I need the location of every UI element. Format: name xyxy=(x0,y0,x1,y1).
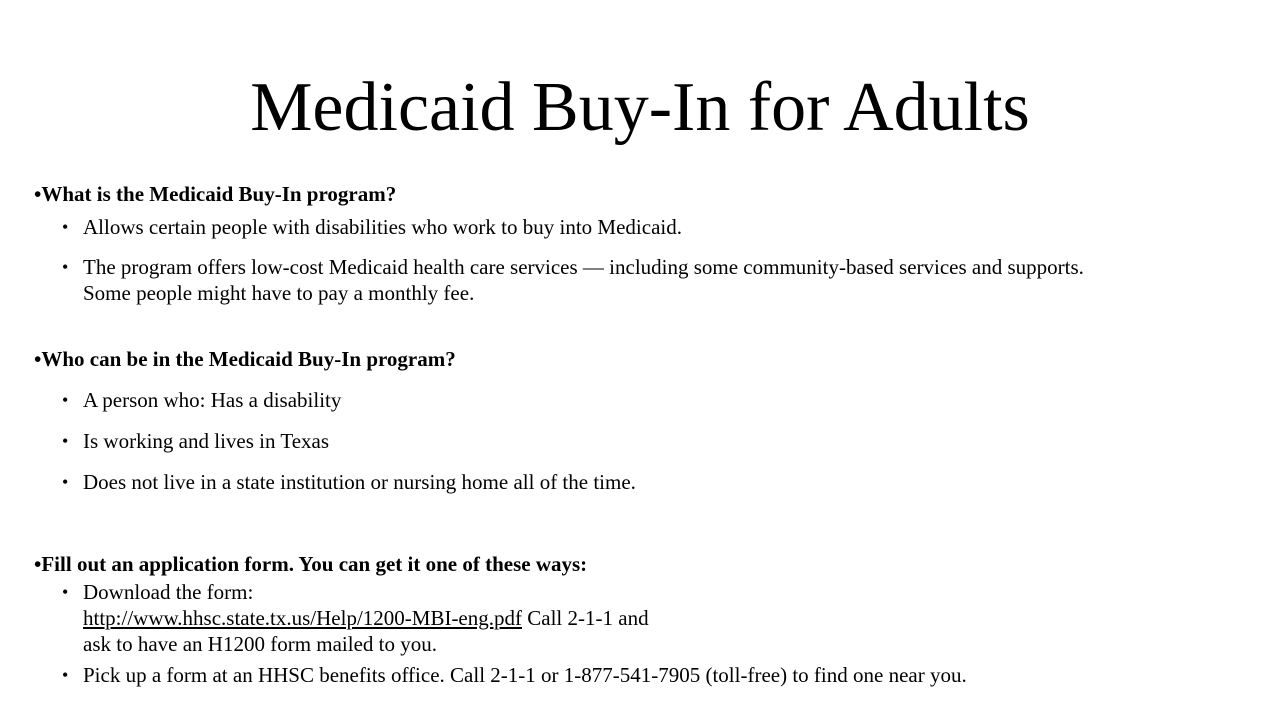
list-item-text: ask to have an H1200 form mailed to you. xyxy=(83,632,438,656)
heading-bullet: • xyxy=(34,552,42,576)
heading-bullet: • xyxy=(34,347,42,371)
list-item-text: Does not live in a state institution or nursing home all of the time. xyxy=(83,470,636,494)
section-heading-text: Who can be in the Medicaid Buy-In program? xyxy=(41,347,456,371)
section-heading-text: Fill out an application form. You can get it one of these ways: xyxy=(41,552,588,576)
list-bullet: • xyxy=(62,665,69,685)
section-heading-application xyxy=(34,551,587,577)
list-item-text: Download the form: xyxy=(83,580,254,604)
list-item-text: Allows certain people with disabilities who work to buy into Medicaid. xyxy=(83,215,682,239)
list-item-text: Some people might have to pay a monthly fee. xyxy=(83,281,475,305)
list-bullet: • xyxy=(62,257,69,277)
list-item-text: Pick up a form at an HHSC benefits office. Call 2-1-1 or 1-877-541-7905 (toll-free) to find one near you. xyxy=(83,663,967,687)
section-heading-what-is xyxy=(34,181,396,207)
download-link-line xyxy=(83,605,649,631)
list-item-text: Call 2-1-1 and xyxy=(527,606,649,630)
slide-title: Medicaid Buy-In for Adults xyxy=(250,69,1030,146)
list-bullet: • xyxy=(62,582,69,602)
list-item-text: The program offers low-cost Medicaid health care services — including some community-based services and supports. xyxy=(83,255,1084,279)
list-bullet: • xyxy=(62,217,69,237)
section-heading-text: What is the Medicaid Buy-In program? xyxy=(41,182,397,206)
list-bullet: • xyxy=(62,390,69,410)
section-heading-who-can xyxy=(34,346,456,372)
list-bullet: • xyxy=(62,431,69,451)
heading-bullet: • xyxy=(34,182,42,206)
list-item-text: Is working and lives in Texas xyxy=(83,429,330,453)
application-form-link[interactable]: http://www.hhsc.state.tx.us/Help/1200-MBI-eng.pdf xyxy=(83,606,523,630)
list-bullet: • xyxy=(62,472,69,492)
list-item-text: A person who: Has a disability xyxy=(83,388,342,412)
